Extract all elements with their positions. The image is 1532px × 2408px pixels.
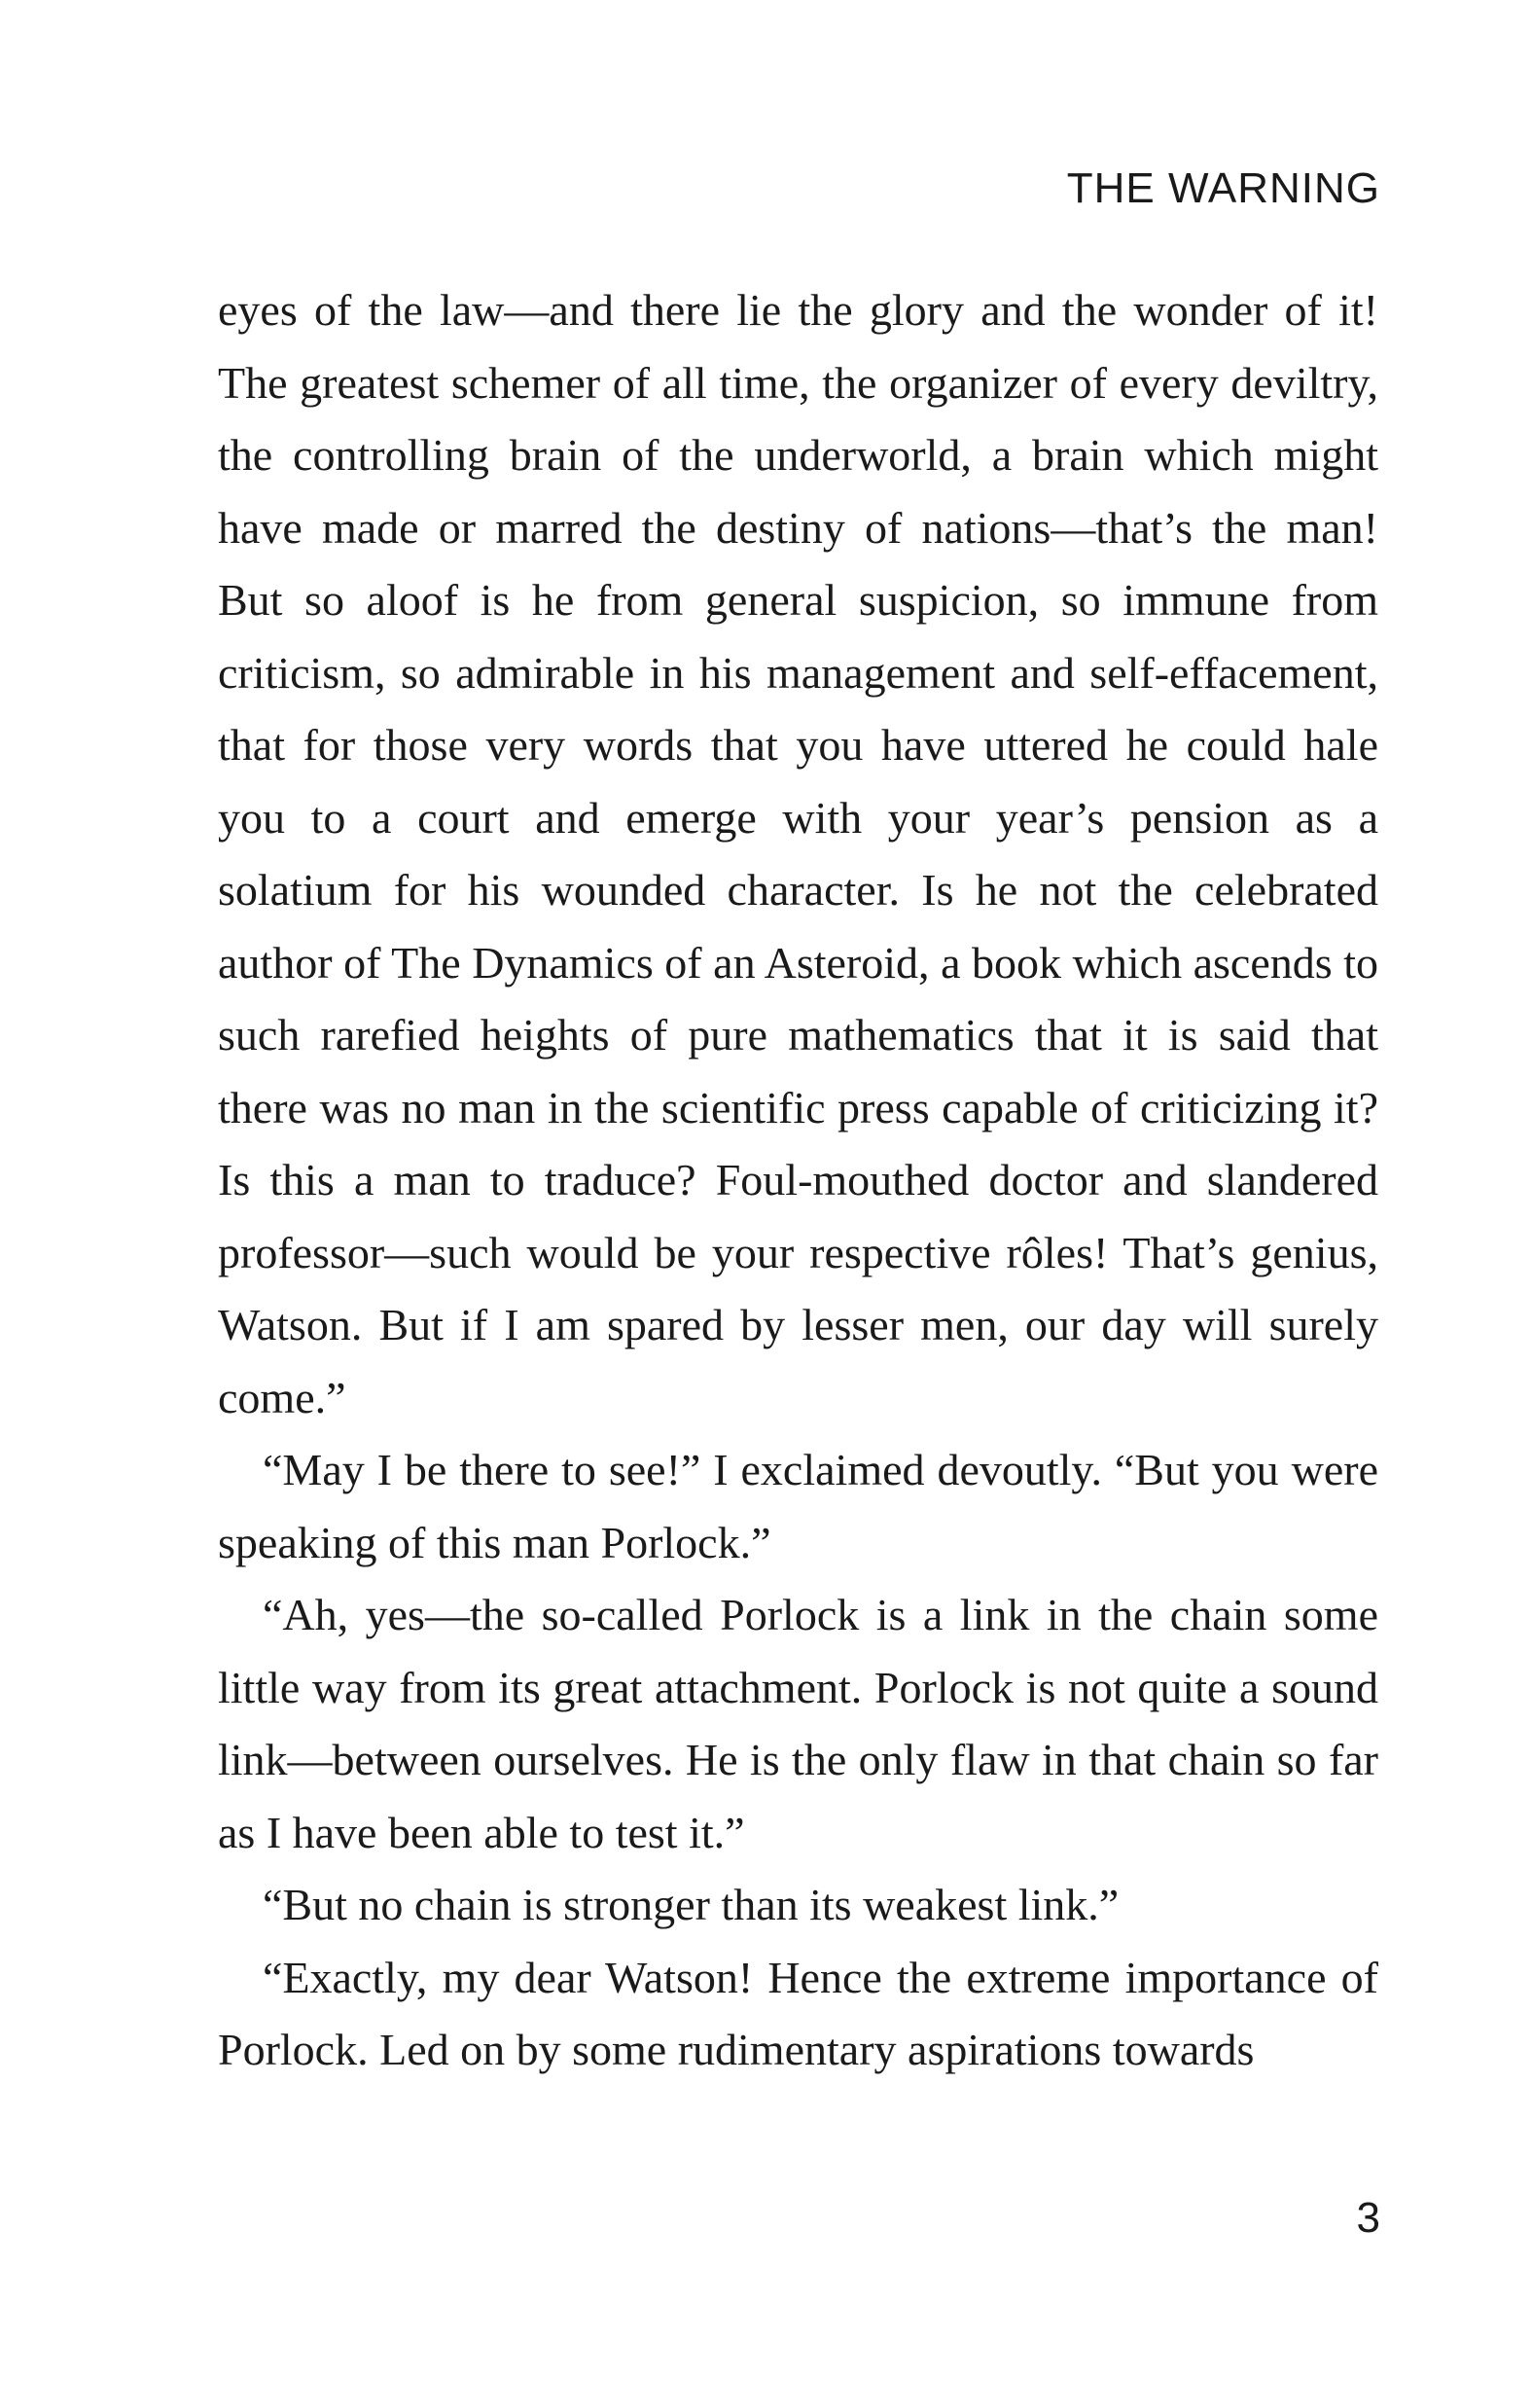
paragraph: “Exactly, my dear Watson! Hence the extreme importance of Porlock. Led on by some rudimentary aspirations towards [218, 1952, 1378, 2074]
running-head: THE WARNING [1066, 164, 1380, 212]
paragraph: “Ah, yes—the so-called Porlock is a link in the chain some little way from its great attachment. Porlock is not quite a sound link—between ourselves. He is the only flaw in that chain so far as I have been able to test it.” [218, 1590, 1378, 1857]
paragraph: “May I be there to see!” I exclaimed devoutly. “But you were speaking of this man Porlock.” [218, 1445, 1378, 1567]
paragraph-continued: eyes of the law—and there lie the glory and the wonder of it! The greatest schemer of all time, the organizer of every deviltry, the controlling brain of the underworld, a brain which might have made or marred the destiny of nations—that’s the man! But so aloof is he from general suspicion, so immune from criticism, so admirable in his management and self-effacement, that for those very words that you have uttered he could hale you to a court and emerge with your year’s pension as a solatium for his wounded character. Is he not the celebrated author of The Dynamics of an Asteroid, a book which ascends to such rarefied heights of pure mathematics that it is said that there was no man in the scientific press capable of criticizing it? Is this a man to traduce? Foul-mouthed doctor and slandered professor—such would be your respective rôles! That’s genius, Watson. But if I am spared by lesser men, our day will surely come.” [218, 285, 1378, 1422]
paragraph: “But no chain is stronger than its weakest link.” [263, 1880, 1120, 1929]
page-body [218, 274, 1378, 2087]
page-number: 3 [1356, 2194, 1380, 2242]
